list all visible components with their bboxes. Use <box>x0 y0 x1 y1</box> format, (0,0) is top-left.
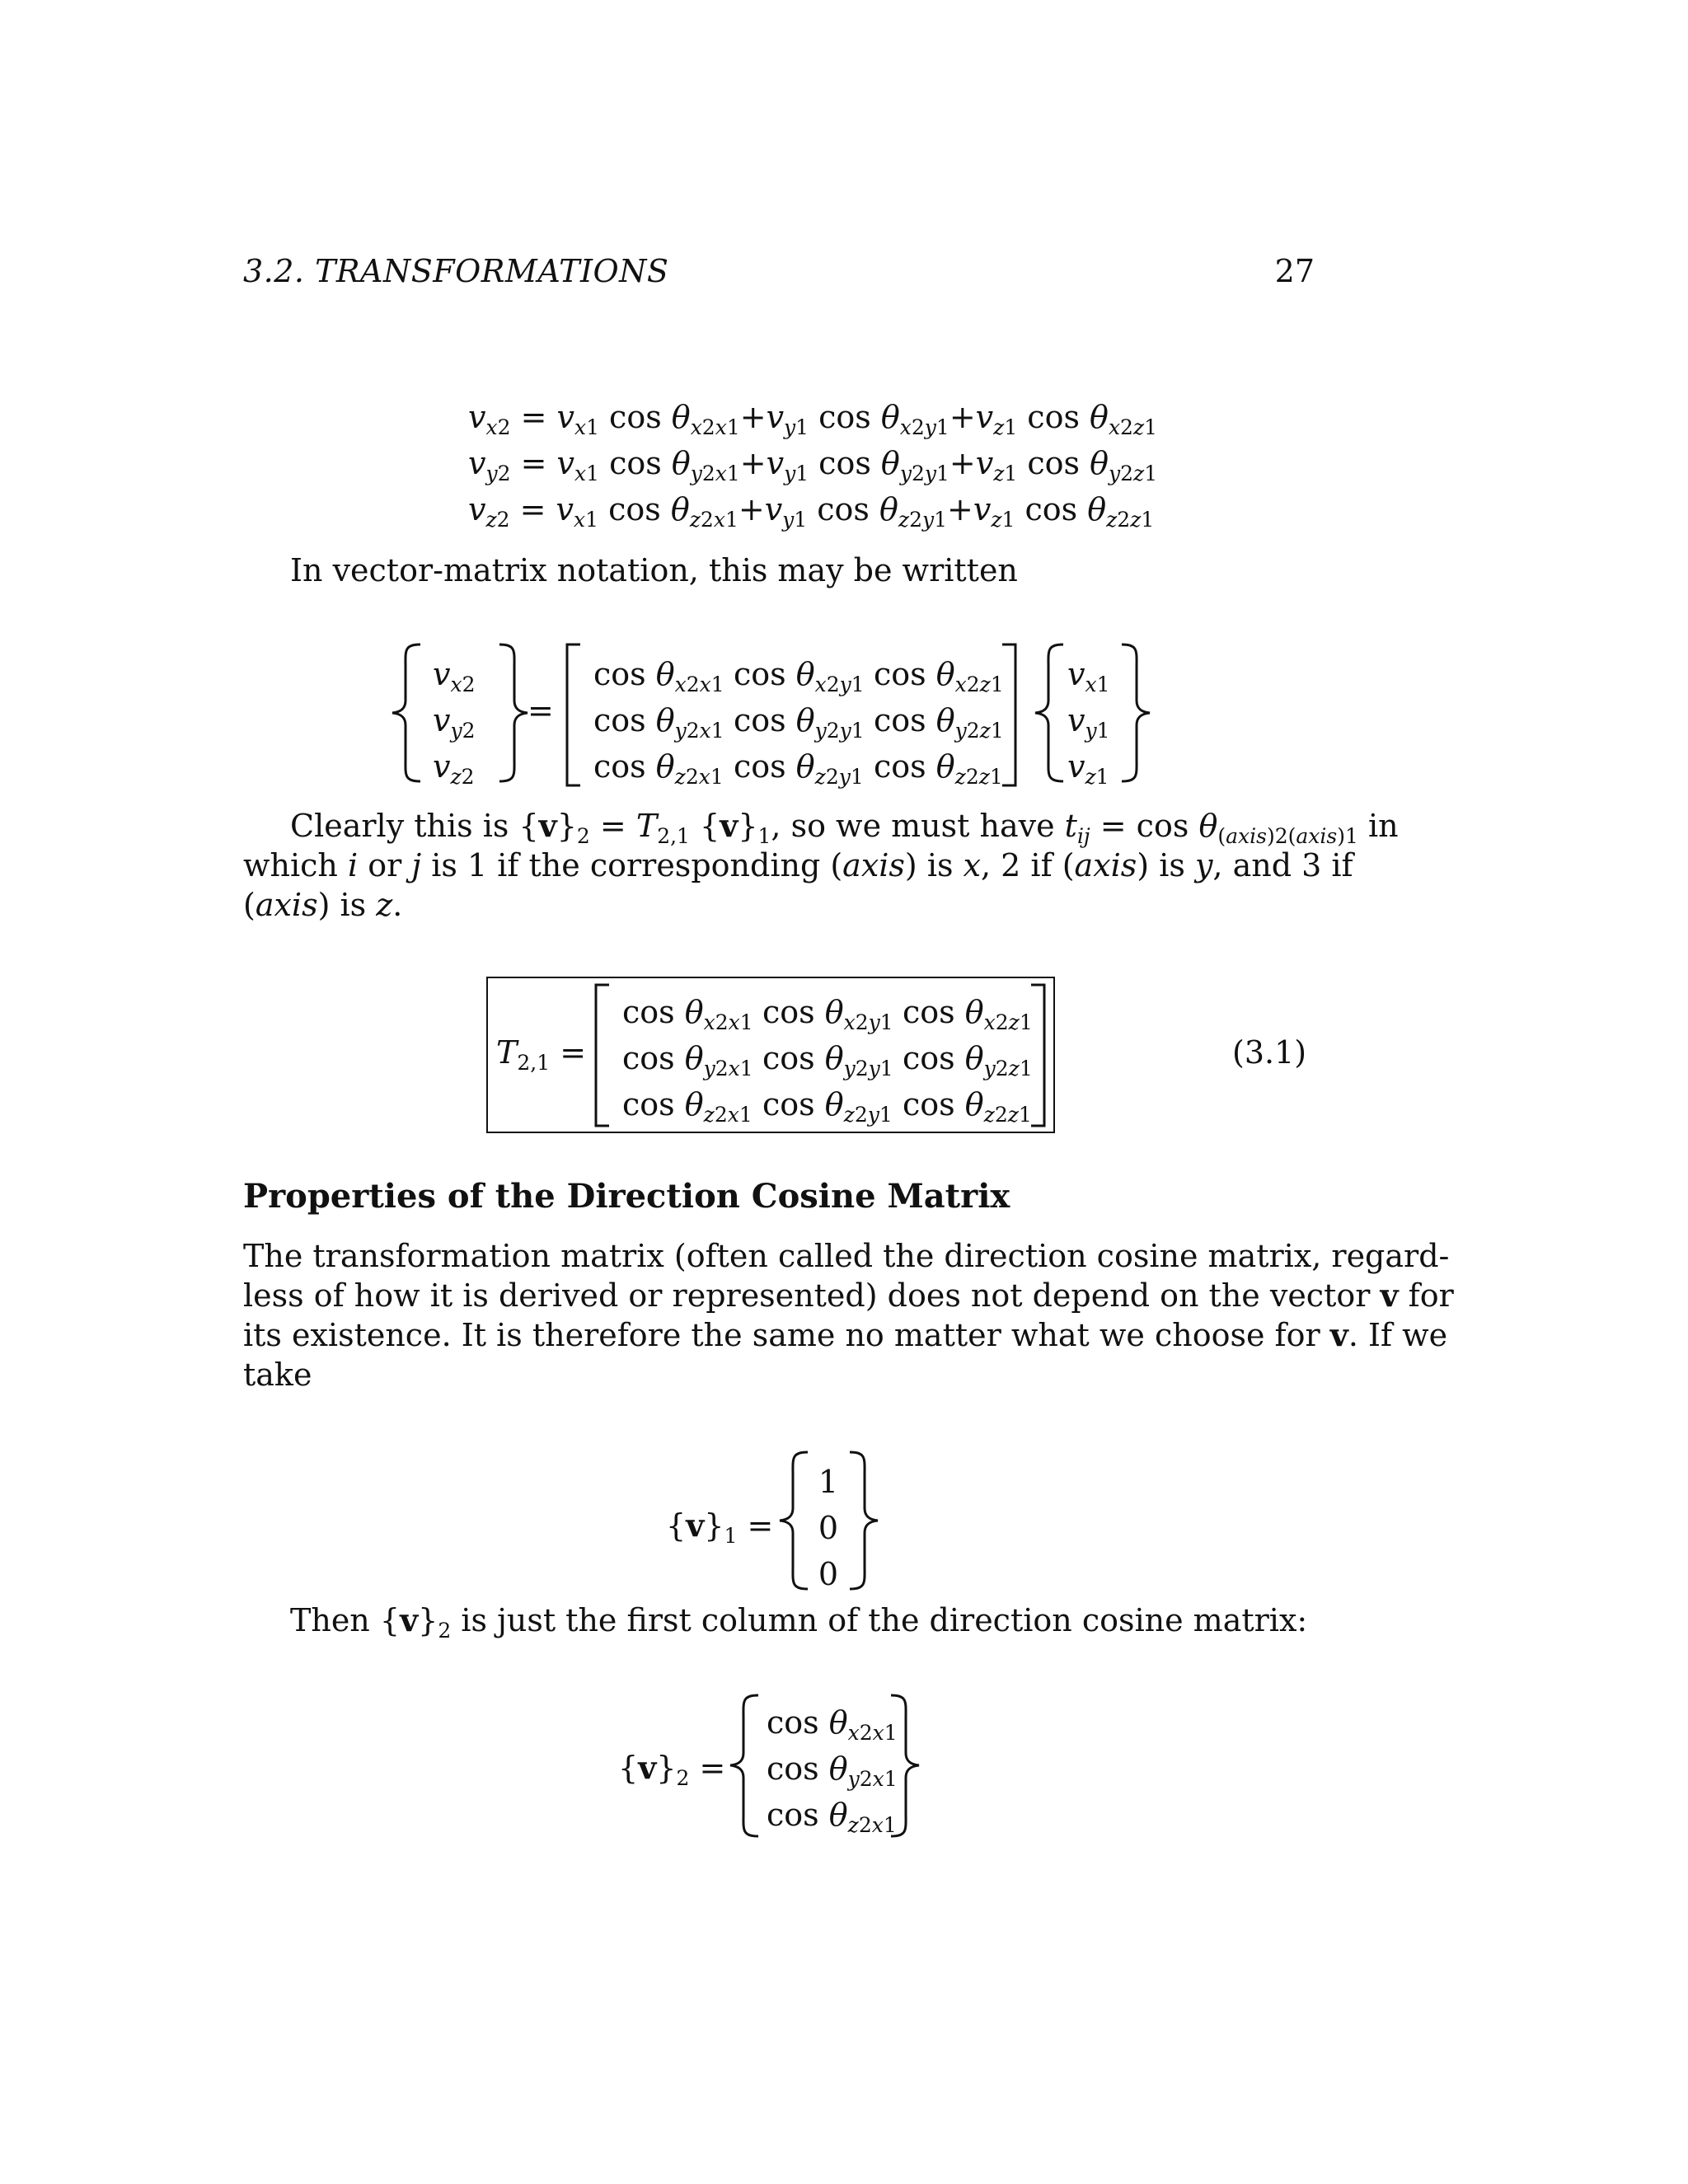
right-bracket-matrix <box>997 643 1022 787</box>
v2-right-brace <box>886 1694 935 1838</box>
right-brace-vector1 <box>1117 643 1166 783</box>
component-equations <box>468 394 1157 532</box>
prop-line-2: less of how it is derived or represented) does not depend on the vector v for <box>243 1277 1454 1314</box>
v1-right-brace <box>845 1451 894 1591</box>
left-bracket-matrix <box>560 643 585 787</box>
prop-line-3: its existence. It is therefore the same no matter what we choose for v. If we <box>243 1316 1448 1353</box>
equation-vy2: $v_{y2} = v_{x1}$ $\cos \theta_{y2x1}+v_{y1}$ $\cos \theta_{y2y1}+v_{z1}$ $\cos \theta_{y2z1}$ <box>468 445 1158 485</box>
page-number: 27 <box>1274 253 1315 289</box>
t21-label: $T_{2,1}$ = <box>496 1034 587 1075</box>
intro-vector-matrix: In vector-matrix notation, this may be written <box>290 552 1018 588</box>
clearly-line-2: which i or j is 1 if the corresponding (axis) is x, 2 if (axis) is y, and 3 if <box>243 847 1353 883</box>
v2-label: $\{v\}_2$ = <box>618 1749 726 1790</box>
v1-entry: 0 <box>818 1510 839 1546</box>
equation-number: (3.1) <box>1232 1034 1307 1071</box>
boxed-right-bracket <box>1026 983 1051 1127</box>
v1-entry: 1 <box>818 1464 839 1500</box>
v1-entry: 0 <box>818 1556 839 1592</box>
dcm-matrix-entries: $\cos \theta_{x2x1}$ $\cos \theta_{x2y1}$ $\cos \theta_{x2z1}$ $\cos \theta_{y2x1}$ $\cos \theta_{y2y1}$ $\cos \theta_{y2z1}$ $\cos \theta_{z2x1}$ $\cos \theta_{z2y1}$ $\cos \theta_{z2z1}$ <box>593 656 1004 789</box>
v2-entries: $\cos \theta_{x2x1}$ $\cos \theta_{y2x1}$ $\cos \theta_{z2x1}$ <box>767 1704 898 1837</box>
vector1-entries: $v_{x1}$ $v_{y1}$ $v_{z1}$ <box>1067 656 1110 789</box>
prop-line-4: take <box>243 1357 312 1393</box>
boxed-matrix-entries: $\cos \theta_{x2x1}$ $\cos \theta_{x2y1}$ $\cos \theta_{x2z1}$ $\cos \theta_{y2x1}$ $\cos \theta_{y2y1}$ $\cos \theta_{y2z1}$ $\cos \theta_{z2x1}$ $\cos \theta_{z2y1}$ $\cos \theta_{z2z1}$ <box>622 994 1033 1127</box>
running-head: 3.2. TRANSFORMATIONS <box>243 253 669 289</box>
clearly-line-1: Clearly this is $\{v\}_2 = T_{2,1}$ $\{v\}_1$, so we must have $t_{ij} = \cos \theta_{(axis)2(axis)1}$ in <box>290 807 1399 848</box>
v1-label: $\{v\}_1$ = <box>666 1507 774 1548</box>
boxed-left-bracket <box>589 983 614 1127</box>
then-line: Then $\{v\}_2$ is just the first column of the direction cosine matrix: <box>290 1601 1308 1643</box>
equation-vx2: $v_{x2} = v_{x1}$ $\cos \theta_{x2x1}+v_{y1}$ $\cos \theta_{x2y1}+v_{z1}$ $\cos \theta_{x2z1}$ <box>468 399 1158 439</box>
vector2-entries: $v_{x2}$ $v_{y2}$ $v_{z2}$ <box>433 656 476 789</box>
section-heading: Properties of the Direction Cosine Matrix <box>243 1177 1010 1216</box>
prop-line-1: The transformation matrix (often called the direction cosine matrix, regard- <box>243 1238 1450 1274</box>
equation-vz2: $v_{z2} = v_{x1}$ $\cos \theta_{z2x1}+v_{y1}$ $\cos \theta_{z2y1}+v_{z1}$ $\cos \theta_{z2z1}$ <box>468 491 1155 532</box>
left-brace-vector2 <box>387 643 437 783</box>
v1-entries <box>816 1459 841 1597</box>
equals-sign: = <box>528 692 554 729</box>
clearly-line-3: (axis) is z. <box>243 887 403 923</box>
